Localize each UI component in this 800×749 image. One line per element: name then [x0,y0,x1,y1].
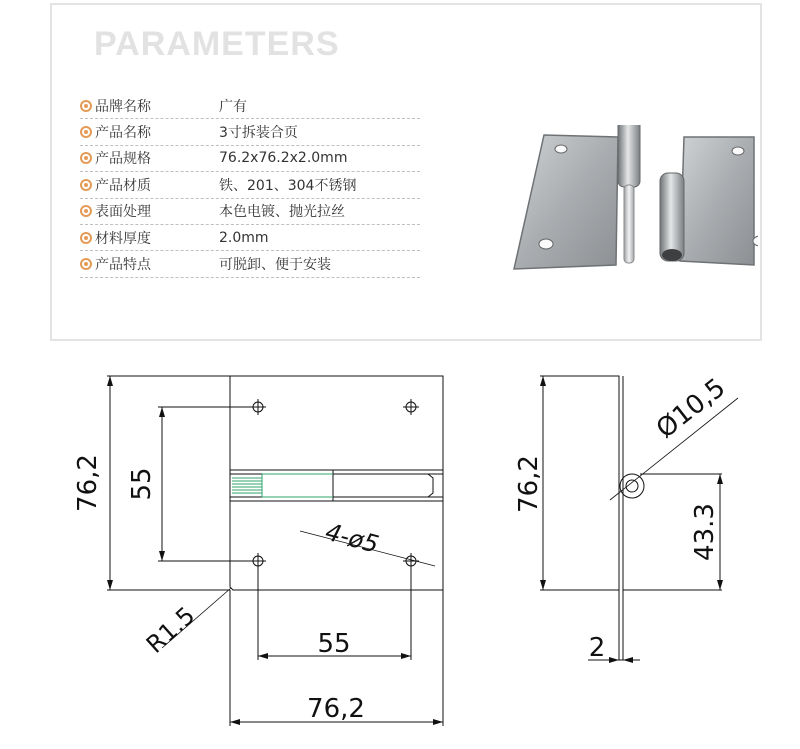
param-label: 表面处理 [95,204,151,221]
param-label: 品牌名称 [95,98,151,115]
param-row-thickness [80,225,420,251]
param-value: 铁、201、304不锈钢 [219,177,357,194]
param-value: 3寸拆装合页 [219,125,298,142]
bullet-icon [80,152,92,164]
param-row-spec [80,146,420,172]
param-label: 产品材质 [95,177,151,194]
bullet-icon [80,179,92,191]
bullet-icon [80,232,92,244]
side-height-label: 76,2 [514,455,544,513]
pin-height-label: 43.3 [690,503,720,561]
front-inner-width-label: 55 [317,629,351,659]
hinge-product-photo [458,125,758,275]
bullet-icon [80,258,92,270]
knuckle-hatch [232,474,333,497]
front-inner-height-label: 55 [127,467,157,501]
dimension-arrows [107,376,723,725]
param-label: 产品名称 [95,125,151,142]
param-row-features [80,251,420,277]
corner-radius-label: R1.5 [140,601,201,659]
hole-note-label: 4-ø5 [322,517,382,559]
technical-drawing [0,345,800,749]
knuckle-circle [620,474,644,498]
parameters-table [80,93,420,278]
param-value: 广有 [219,98,247,115]
param-row-surface [80,199,420,225]
front-height-label: 76,2 [73,454,103,512]
param-value: 可脱卸、便于安装 [219,257,331,274]
knuckle-diameter-label: Ø10,5 [650,372,732,445]
param-row-product-name [80,119,420,145]
param-label: 材料厚度 [95,230,151,247]
param-row-brand [80,93,420,119]
param-row-material [80,172,420,198]
parameters-title: PARAMETERS [94,25,340,63]
parameters-panel [50,3,762,341]
bullet-icon [80,126,92,138]
param-label: 产品特点 [95,257,151,274]
param-value: 本色电镀、抛光拉丝 [219,204,345,221]
front-width-label: 76,2 [307,694,365,724]
bullet-icon [80,205,92,217]
side-plate-outline [543,376,619,590]
thickness-label: 2 [588,633,606,663]
param-value: 76.2x76.2x2.0mm [219,150,348,167]
param-value: 2.0mm [219,229,269,246]
bullet-icon [80,100,92,112]
param-label: 产品规格 [95,151,151,168]
